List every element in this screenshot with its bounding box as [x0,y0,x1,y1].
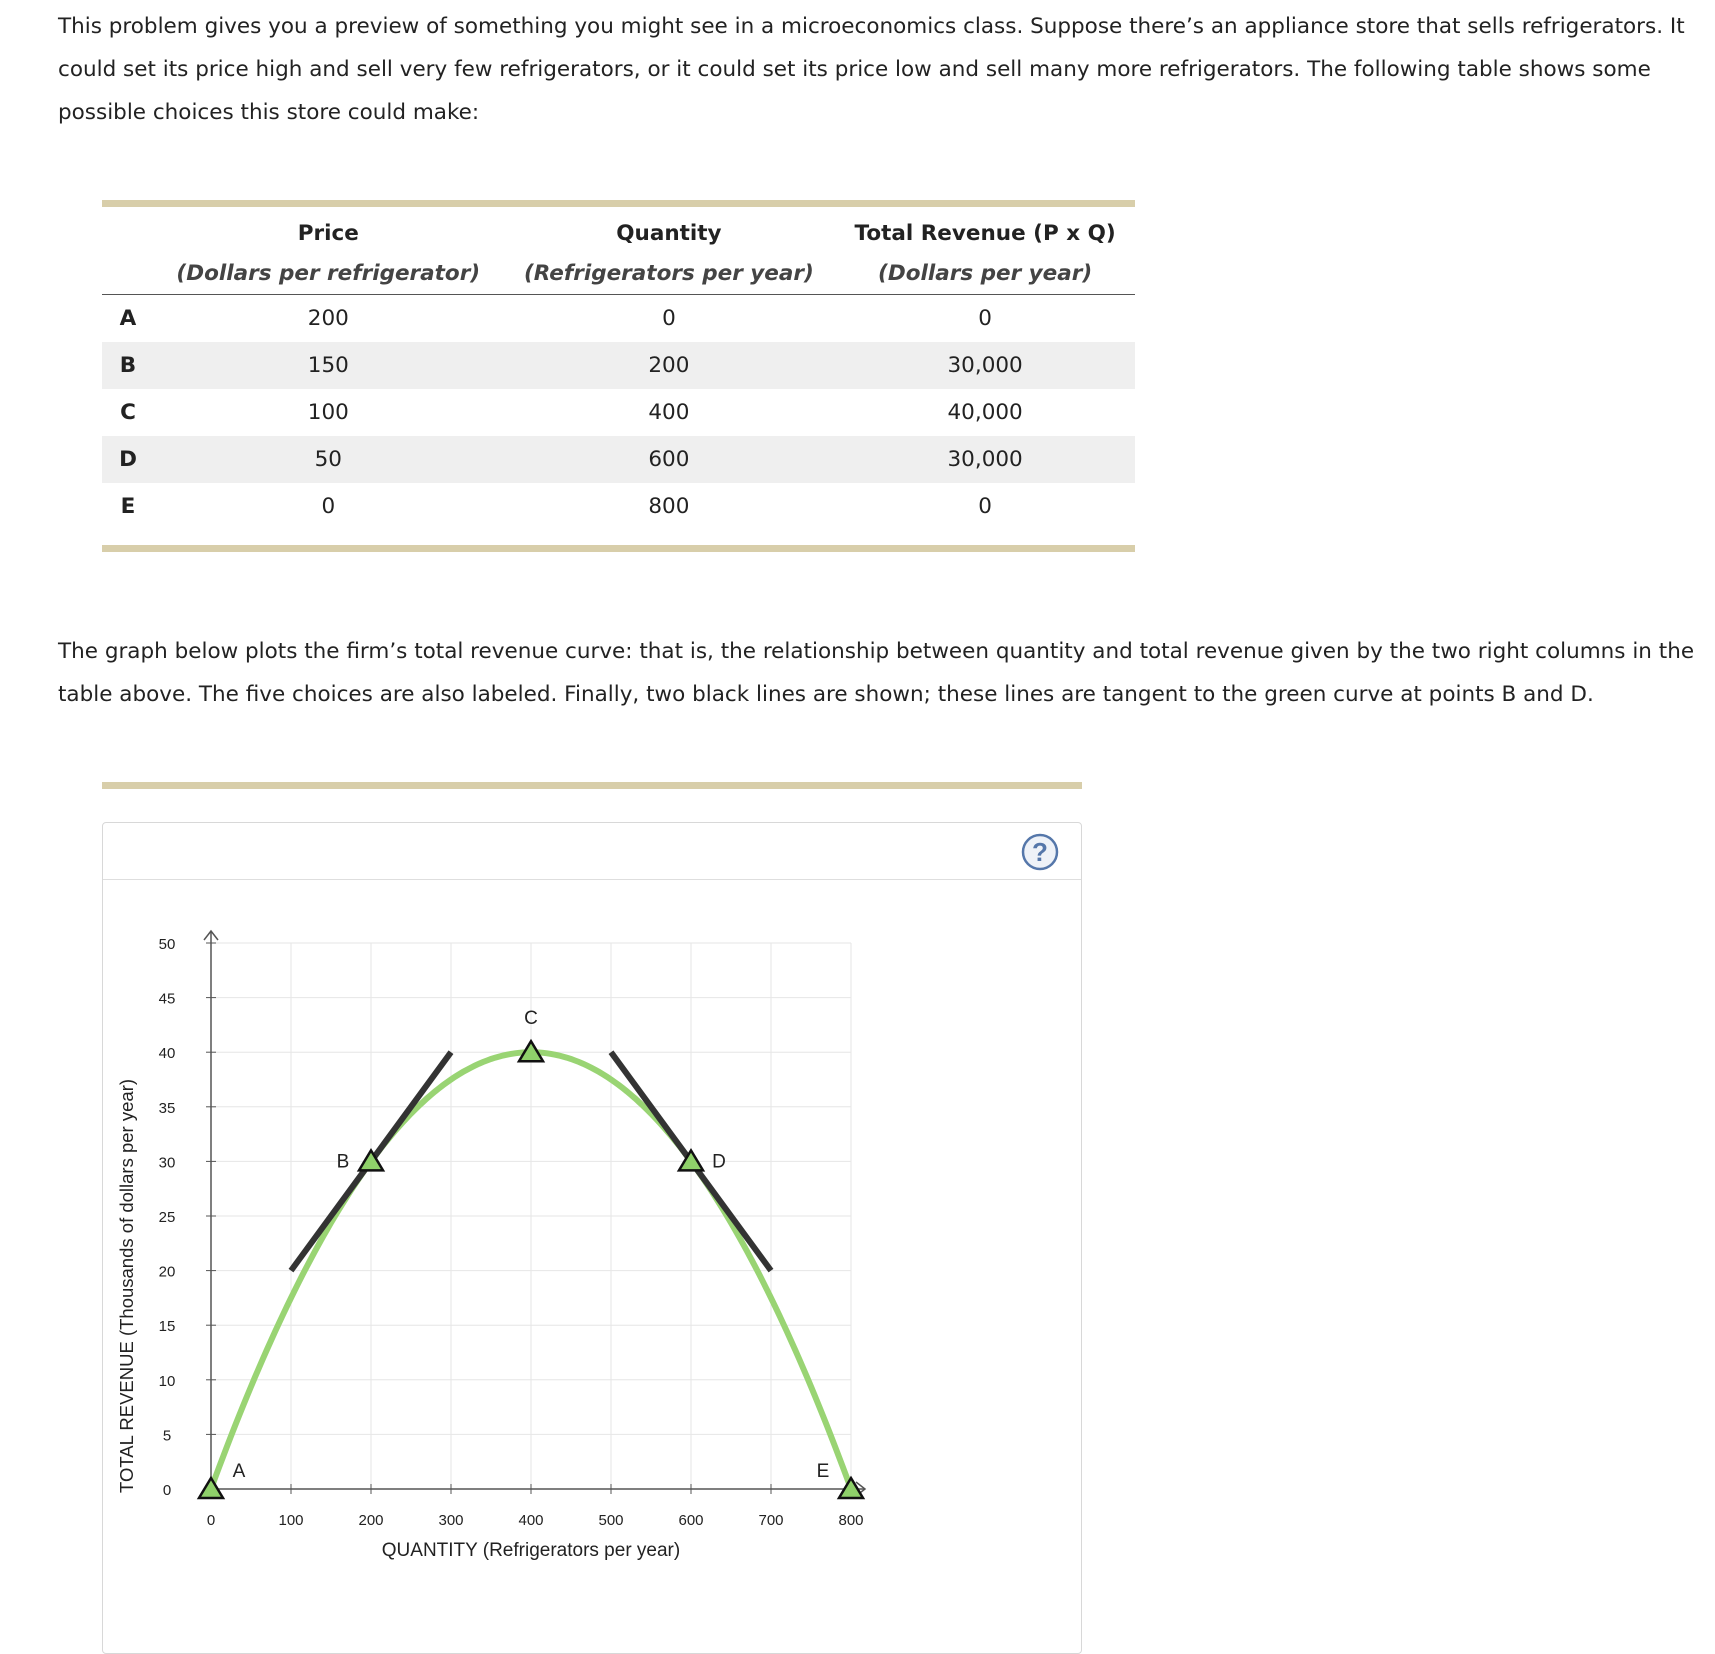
price-cell: 0 [321,494,336,519]
revenue-cell: 30,000 [835,342,1135,389]
y-tick-label: 35 [158,1099,176,1117]
y-tick-label: 50 [158,936,176,953]
point-label-e: E [816,1461,830,1482]
quantity-header: Quantity [616,220,722,246]
quantity-cell: 600 [503,436,836,483]
y-tick-label: 10 [158,1372,176,1390]
revenue-cell: 0 [978,306,992,331]
x-tick-label: 300 [438,1512,464,1529]
point-marker-e [839,1478,863,1498]
revenue-cell: 40,000 [947,400,1023,425]
row-label-units [102,252,154,295]
point-label-c: C [524,1008,538,1030]
price-cell: 100 [307,400,349,425]
revenue-header: Total Revenue (P x Q) [854,220,1116,246]
price-header: Price [297,220,359,246]
revenue-cell: 30,000 [835,436,1135,483]
point-marker-a [199,1478,223,1498]
y-tick-label: 30 [158,1154,176,1172]
row-label: A [119,306,137,331]
intro-paragraph: This problem gives you a preview of something you might see in a microeconomics class. Suppose there’s an appliance store that sells refrigerators. It could set its price high and sell very few refrigerators, or it could set its price low and sell many more refrigerators. The following table shows some possible choices this store could make: [58,14,1685,125]
y-tick-label: 15 [158,1318,176,1336]
graph-top-rule [102,782,1082,789]
price-cell: 200 [307,306,349,331]
point-label-d: D [712,1151,726,1173]
quantity-cell: 800 [648,494,690,519]
x-tick-label: 800 [838,1512,864,1529]
y-tick-label: 20 [158,1263,176,1281]
y-tick-label: 0 [162,1482,172,1499]
quantity-cell: 200 [503,342,836,389]
x-tick-label: 500 [598,1512,624,1529]
help-symbol: ? [1032,837,1048,867]
revenue-units: (Dollars per year) [835,252,1135,295]
y-tick-label: 40 [158,1045,176,1063]
point-label-b: B [336,1151,350,1173]
table-row [102,483,1135,530]
x-tick-label: 200 [358,1512,384,1529]
table-row [102,295,1135,343]
y-tick-label: 45 [158,990,176,1008]
price-units: (Dollars per refrigerator) [154,252,503,295]
graph-panel [102,822,1082,1654]
x-axis-label: QUANTITY (Refrigerators per year) [381,1540,681,1561]
revenue-cell: 0 [978,494,992,519]
table-header-row [102,214,1135,252]
graph-intro-paragraph: The graph below plots the firm’s total revenue curve: that is, the relationship between quantity and total revenue given by the two right columns in the table above. The five choices are also labeled. Finally, two black lines are shown; these lines are tangent to the green curve at points B and D. [58,639,1695,707]
y-axis-label: TOTAL REVENUE (Thousands of dollars per year) [116,1078,137,1494]
row-label-header [102,214,154,252]
quantity-units: (Refrigerators per year) [503,252,836,295]
revenue-table [102,214,1135,530]
price-cell: 50 [154,436,503,483]
x-tick-label: 100 [278,1512,304,1529]
y-tick-label: 25 [158,1209,176,1226]
x-tick-label: 400 [518,1512,544,1529]
row-label: C [120,400,136,425]
row-label: D [102,436,154,483]
table-row [102,389,1135,436]
table-row [102,436,1135,483]
revenue-chart [103,823,1081,1653]
price-cell: 150 [154,342,503,389]
table-top-rule [102,200,1135,207]
row-label: E [120,494,136,519]
table-row [102,342,1135,389]
x-tick-label: 700 [758,1512,784,1529]
row-label: B [102,342,154,389]
x-tick-label: 0 [206,1512,216,1529]
quantity-cell: 400 [648,400,690,425]
table-bottom-rule [102,545,1135,552]
quantity-cell: 0 [662,306,676,331]
table-units-row [102,252,1135,295]
point-label-a: A [232,1461,246,1482]
y-tick-label: 5 [162,1427,172,1445]
x-tick-label: 600 [678,1512,704,1529]
